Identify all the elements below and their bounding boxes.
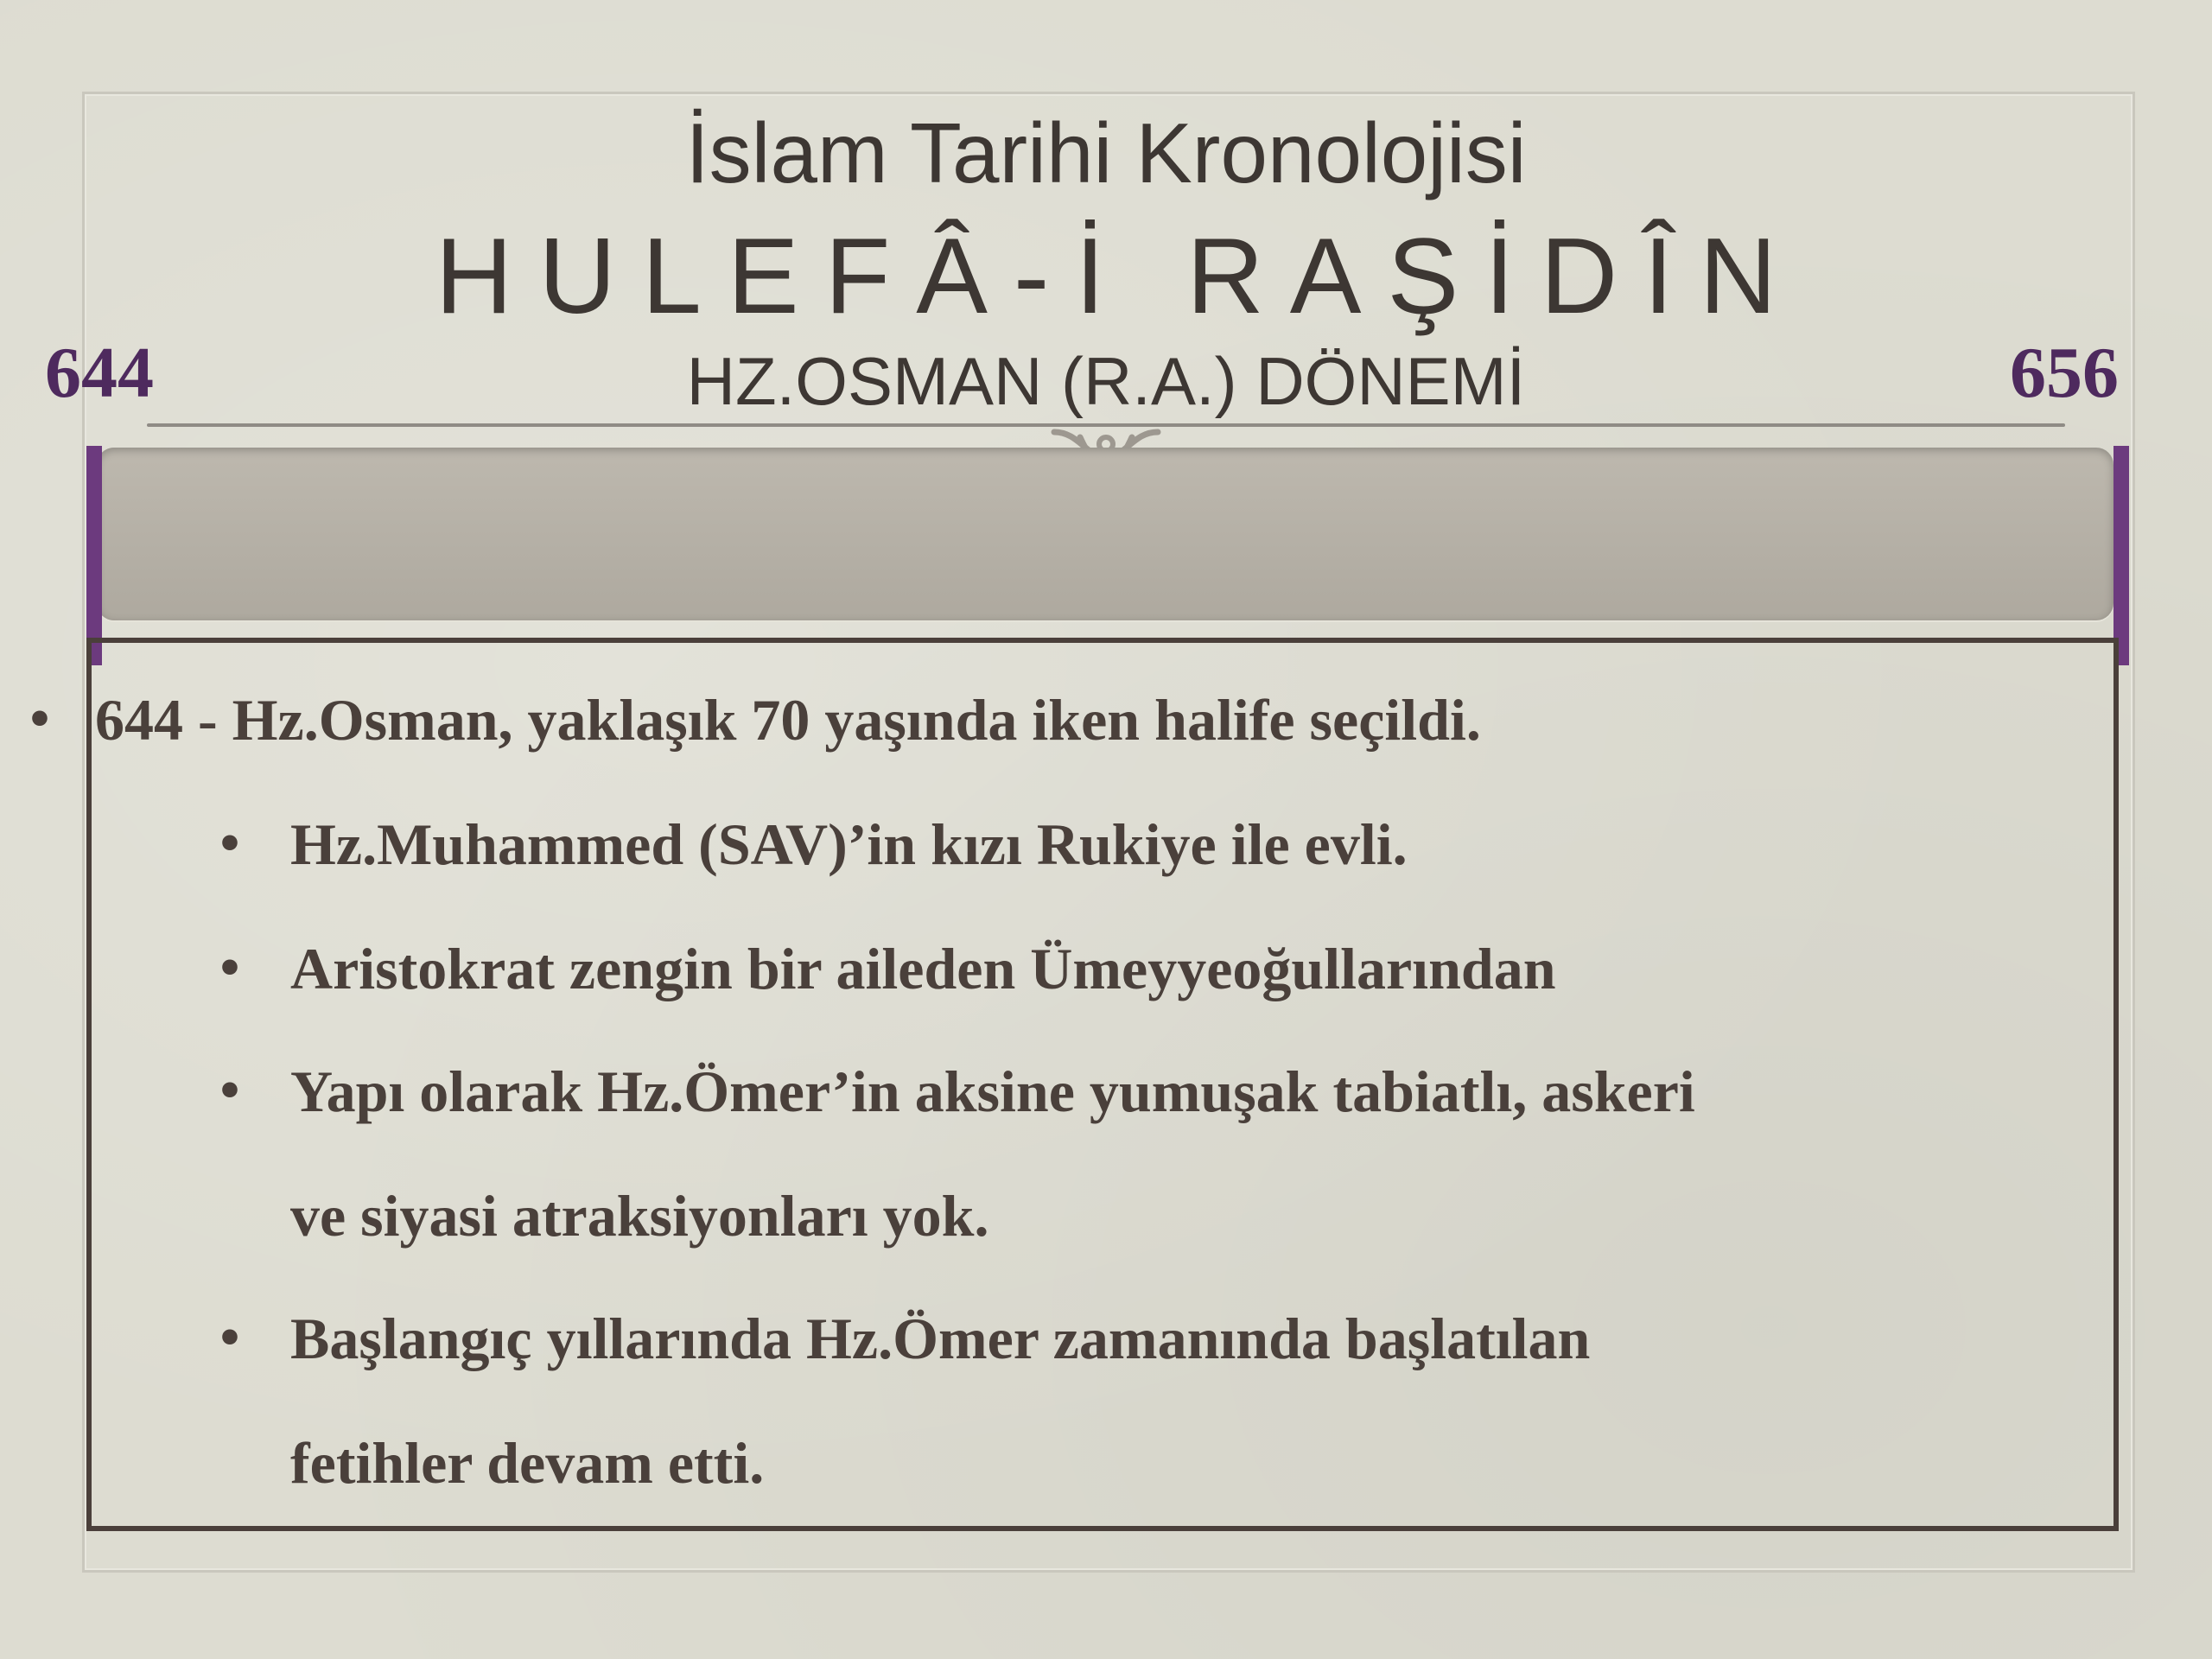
list-item [216, 783, 1408, 906]
bullet-marker: • [216, 819, 244, 869]
start-year-label: 644 [45, 333, 154, 413]
bullet-text: Başlangıç yıllarında Hz.Ömer zamanında başlatılan [290, 1306, 1591, 1371]
bullet-marker: • [26, 695, 54, 745]
list-item [216, 1030, 1695, 1153]
timeline-start-marker [86, 446, 102, 665]
bullet-text: 644 - Hz.Osman, yaklaşık 70 yaşında iken halife seçildi. [95, 687, 1481, 753]
bullet-marker: • [216, 1313, 244, 1363]
bullet-marker: • [216, 1066, 244, 1116]
list-item [216, 907, 1556, 1030]
bullet-text-continuation: ve siyasi atraksiyonları yok. [290, 1183, 989, 1249]
list-item [26, 658, 1481, 781]
slide-heading: HULEFÂ-İ RAŞİDÎN [435, 217, 1803, 336]
slide-title: İslam Tarihi Kronolojisi [685, 105, 1527, 200]
timeline-end-marker [2113, 446, 2129, 665]
list-item [216, 1277, 1591, 1400]
timeline-band [97, 448, 2113, 620]
bullet-text: Aristokrat zengin bir aileden Ümeyyeoğullarından [290, 936, 1556, 1001]
bullet-text: Yapı olarak Hz.Ömer’in aksine yumuşak tabiatlı, askeri [290, 1058, 1695, 1124]
slide-subtitle: HZ.OSMAN (R.A.) DÖNEMİ [686, 343, 1526, 419]
bullet-text-continuation: fetihler devam etti. [290, 1430, 765, 1496]
bullet-marker: • [216, 944, 244, 994]
end-year-label: 656 [2010, 333, 2119, 413]
bullet-text: Hz.Muhammed (SAV)’in kızı Rukiye ile evli. [290, 811, 1408, 877]
